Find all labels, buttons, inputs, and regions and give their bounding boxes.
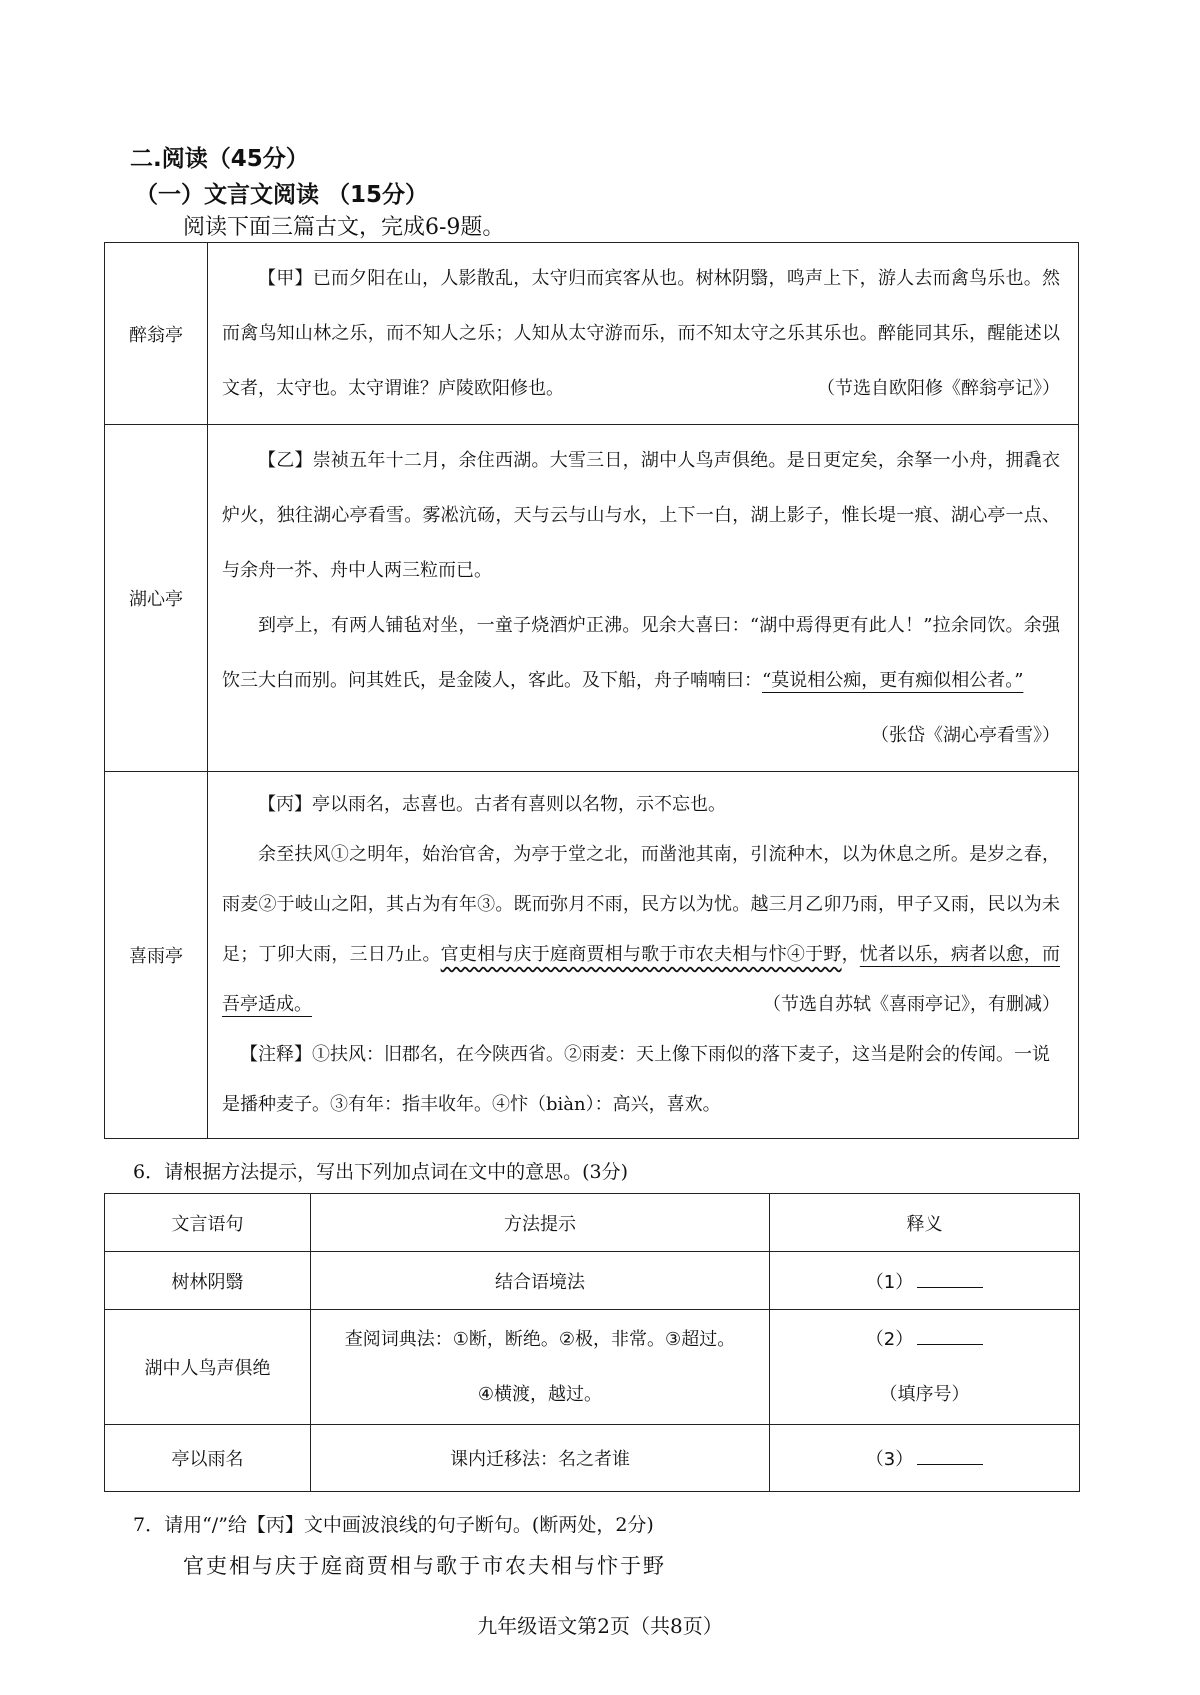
text-row-jia xyxy=(105,243,1079,425)
texts-table xyxy=(104,242,1079,1139)
text-source: （节选自欧阳修《醉翁亭记》） xyxy=(817,378,1060,399)
text-row-bing xyxy=(105,772,1079,1139)
answer-blank[interactable] xyxy=(917,1326,983,1345)
text-paragraph: 【丙】亭以雨名，志喜也。古者有喜则以名物，示不忘也。 xyxy=(258,794,726,815)
answer-cell xyxy=(770,1310,1080,1425)
sentence-cell: 湖中人鸟声俱绝 xyxy=(105,1310,311,1425)
method-cell: 课内迁移法：名之者谁 xyxy=(311,1425,770,1492)
answer-number: （3） xyxy=(865,1449,914,1470)
text-label: 喜雨亭 xyxy=(105,772,208,1139)
underlined-text: “莫说相公痴，更有痴似相公者。” xyxy=(762,670,1024,691)
method-line: ④横渡，越过。 xyxy=(477,1384,603,1405)
text-paragraph xyxy=(222,251,1060,416)
text-source: （节选自苏轼《喜雨亭记》，有删减） xyxy=(763,994,1060,1015)
section-subtitle: （一）文言文阅读 （15分） xyxy=(135,182,429,208)
answer-cell xyxy=(770,1425,1080,1492)
paragraph-text: 【甲】已而夕阳在山，人影散乱，太守归而宾客从也。树林阴翳，鸣声上下，游人去而禽鸟乐也。然而禽鸟知山林之乐，而不知人之乐；人知从太守游而乐，而不知太守之乐其乐也。醉能同其乐，醒能述以文者，太守也。太守谓谁？庐陵欧阳修也。 xyxy=(222,268,1060,399)
vocab-header-row xyxy=(105,1194,1080,1252)
instruction: 阅读下面三篇古文，完成6-9题。 xyxy=(183,215,505,240)
answer-blank[interactable] xyxy=(917,1446,983,1465)
text-body xyxy=(208,425,1079,772)
method-cell xyxy=(311,1310,770,1425)
vocab-table xyxy=(104,1193,1080,1492)
text-label: 醉翁亭 xyxy=(105,243,208,425)
header-cell: 文言语句 xyxy=(105,1194,311,1252)
answer-number: （2） xyxy=(865,1329,914,1350)
page-footer: 九年级语文第2页（共8页） xyxy=(477,1614,723,1638)
text-source: （张岱《湖心亭看雪》） xyxy=(871,725,1060,746)
text-row-yi xyxy=(105,425,1079,772)
text-body xyxy=(208,243,1079,425)
paragraph-text: 余至扶风①之明年，始治官舍，为亭于堂之北，而凿池其南，引流种木，以为休息之所。是岁之春，雨麦②于岐山之阳，其占为有年③。既而弥月不雨，民方以为忧。越三月乙卯乃雨，甲子又雨，民以为未足；丁卯大雨，三日乃止。 xyxy=(222,844,1060,965)
punctuation: ， xyxy=(841,944,860,965)
sentence-cell: 亭以雨名 xyxy=(105,1425,311,1492)
question-6-prompt: 6．请根据方法提示，写出下列加点词在文中的意思。(3分) xyxy=(133,1161,629,1183)
paragraph-text: 到亭上，有两人铺毡对坐，一童子烧酒炉正沸。见余大喜曰：“湖中焉得更有此人！”拉余同饮。余强饮三大白而别。问其姓氏，是金陵人，客此。及下船，舟子喃喃曰： xyxy=(222,615,1060,691)
method-line: 查阅词典法：①断，断绝。②极，非常。③超过。 xyxy=(344,1329,736,1350)
vocab-row xyxy=(105,1310,1080,1425)
question-7-sentence[interactable]: 官吏相与庆于庭商贾相与歌于市农夫相与忭于野 xyxy=(183,1554,666,1578)
answer-cell xyxy=(770,1252,1080,1310)
section-title: 二.阅读（45分） xyxy=(130,146,309,172)
answer-number: （1） xyxy=(865,1271,914,1293)
header-cell: 方法提示 xyxy=(311,1194,770,1252)
method-cell: 结合语境法 xyxy=(311,1252,770,1310)
wavy-underlined-sentence: 官吏相与庆于庭商贾相与歌于市农夫相与忭④于野 xyxy=(440,944,842,965)
answer-blank[interactable] xyxy=(917,1269,983,1288)
text-paragraph xyxy=(222,598,1060,746)
question-7-prompt: 7．请用“/”给【丙】文中画波浪线的句子断句。(断两处，2分) xyxy=(133,1514,654,1536)
text-paragraph: 【乙】崇祯五年十二月，余住西湖。大雪三日，湖中人鸟声俱绝。是日更定矣，余拏一小舟，拥毳衣炉火，独往湖心亭看雪。雾凇沆砀，天与云与山与水，上下一白，湖上影子，惟长堤一痕、湖心亭一点、与余舟一芥、舟中人两三粒而已。 xyxy=(222,450,1060,581)
annotation-note: 【注释】①扶风：旧郡名，在今陕西省。②雨麦：天上像下雨似的落下麦子，这当是附会的传闻。一说是播种麦子。③有年：指丰收年。④忭（biàn）：高兴，喜欢。 xyxy=(222,1044,1050,1115)
underlined-text: 忧者以乐，病者以愈，而吾亭适成。 xyxy=(222,944,1061,1015)
vocab-row xyxy=(105,1425,1080,1492)
text-paragraph xyxy=(222,830,1060,1030)
text-body xyxy=(208,772,1079,1139)
vocab-row xyxy=(105,1252,1080,1310)
header-cell: 释义 xyxy=(770,1194,1080,1252)
text-label: 湖心亭 xyxy=(105,425,208,772)
answer-note: （填序号） xyxy=(879,1384,970,1405)
sentence-cell: 树林阴翳 xyxy=(105,1252,311,1310)
